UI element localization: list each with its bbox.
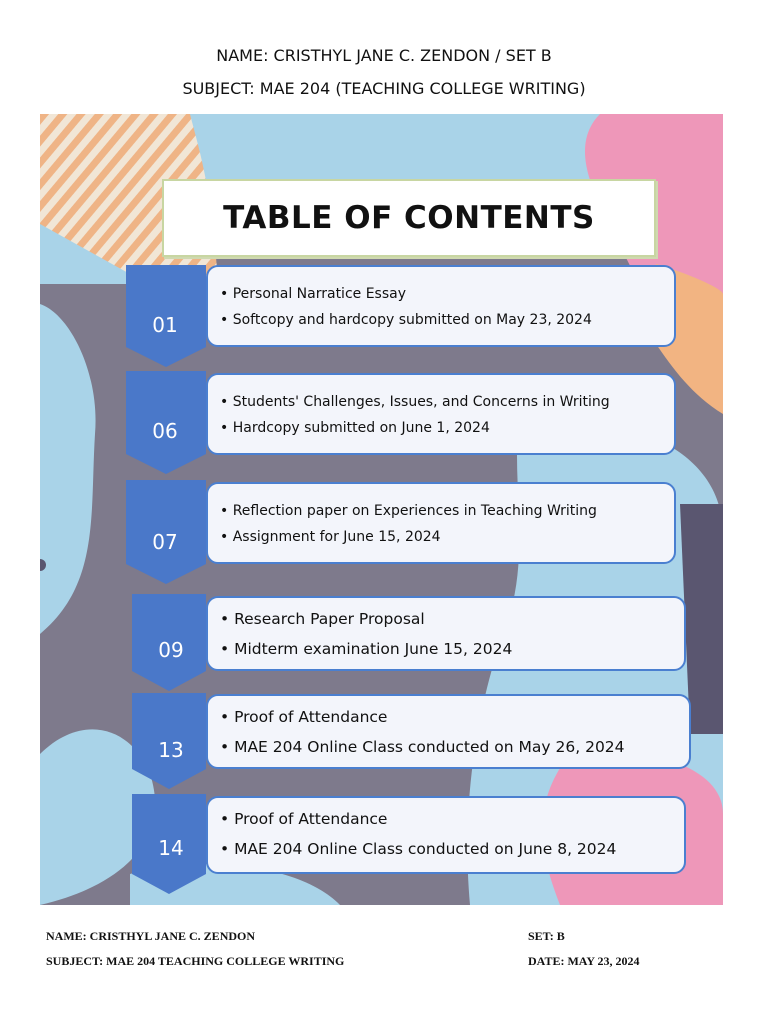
toc-entry-card: [206, 373, 676, 455]
toc-entry-number: 06: [152, 419, 178, 443]
toc-entry-number: 09: [158, 638, 184, 662]
toc-entry-bullet: • Students' Challenges, Issues, and Concerns in Writing: [220, 394, 610, 410]
toc-entry-bullet: • Assignment for June 15, 2024: [220, 529, 441, 545]
toc-entry-bullet: • MAE 204 Online Class conducted on May 26, 2024: [220, 738, 625, 756]
toc-entry-number: 01: [152, 313, 178, 337]
toc-entry-bullet: • Softcopy and hardcopy submitted on May 23, 2024: [220, 312, 592, 328]
toc-entry-number: 07: [152, 530, 178, 554]
toc-entry-card: [206, 796, 686, 874]
toc-entry-number: 13: [158, 738, 184, 762]
toc-entry-bullet: • MAE 204 Online Class conducted on June 8, 2024: [220, 840, 617, 858]
toc-entry-card: [206, 596, 686, 671]
toc-entry-bullet: • Personal Narratice Essay: [220, 286, 407, 302]
toc-title-box: [162, 179, 656, 257]
toc-entry-bullet: • Proof of Attendance: [220, 810, 388, 828]
toc-entry-card: [206, 694, 691, 769]
toc-entry-number: 14: [158, 836, 184, 860]
footer-date: DATE: MAY 23, 2024: [528, 954, 640, 968]
toc-entry-card: [206, 265, 676, 347]
toc-entry-bullet: • Research Paper Proposal: [220, 610, 425, 628]
footer-name: NAME: CRISTHYL JANE C. ZENDON: [46, 929, 256, 943]
header-subject-line: SUBJECT: MAE 204 (TEACHING COLLEGE WRITING): [182, 79, 586, 98]
toc-title: TABLE OF CONTENTS: [223, 200, 595, 236]
header-name-line: NAME: CRISTHYL JANE C. ZENDON / SET B: [216, 46, 552, 65]
toc-entry-bullet: • Proof of Attendance: [220, 708, 388, 726]
toc-entry-card: [206, 482, 676, 564]
toc-poster: [40, 114, 723, 905]
toc-entry-bullet: • Midterm examination June 15, 2024: [220, 640, 513, 658]
footer-subject: SUBJECT: MAE 204 TEACHING COLLEGE WRITING: [46, 954, 345, 968]
footer-set: SET: B: [528, 929, 565, 943]
toc-entry-bullet: • Hardcopy submitted on June 1, 2024: [220, 420, 490, 436]
toc-entry-bullet: • Reflection paper on Experiences in Teaching Writing: [220, 503, 597, 519]
